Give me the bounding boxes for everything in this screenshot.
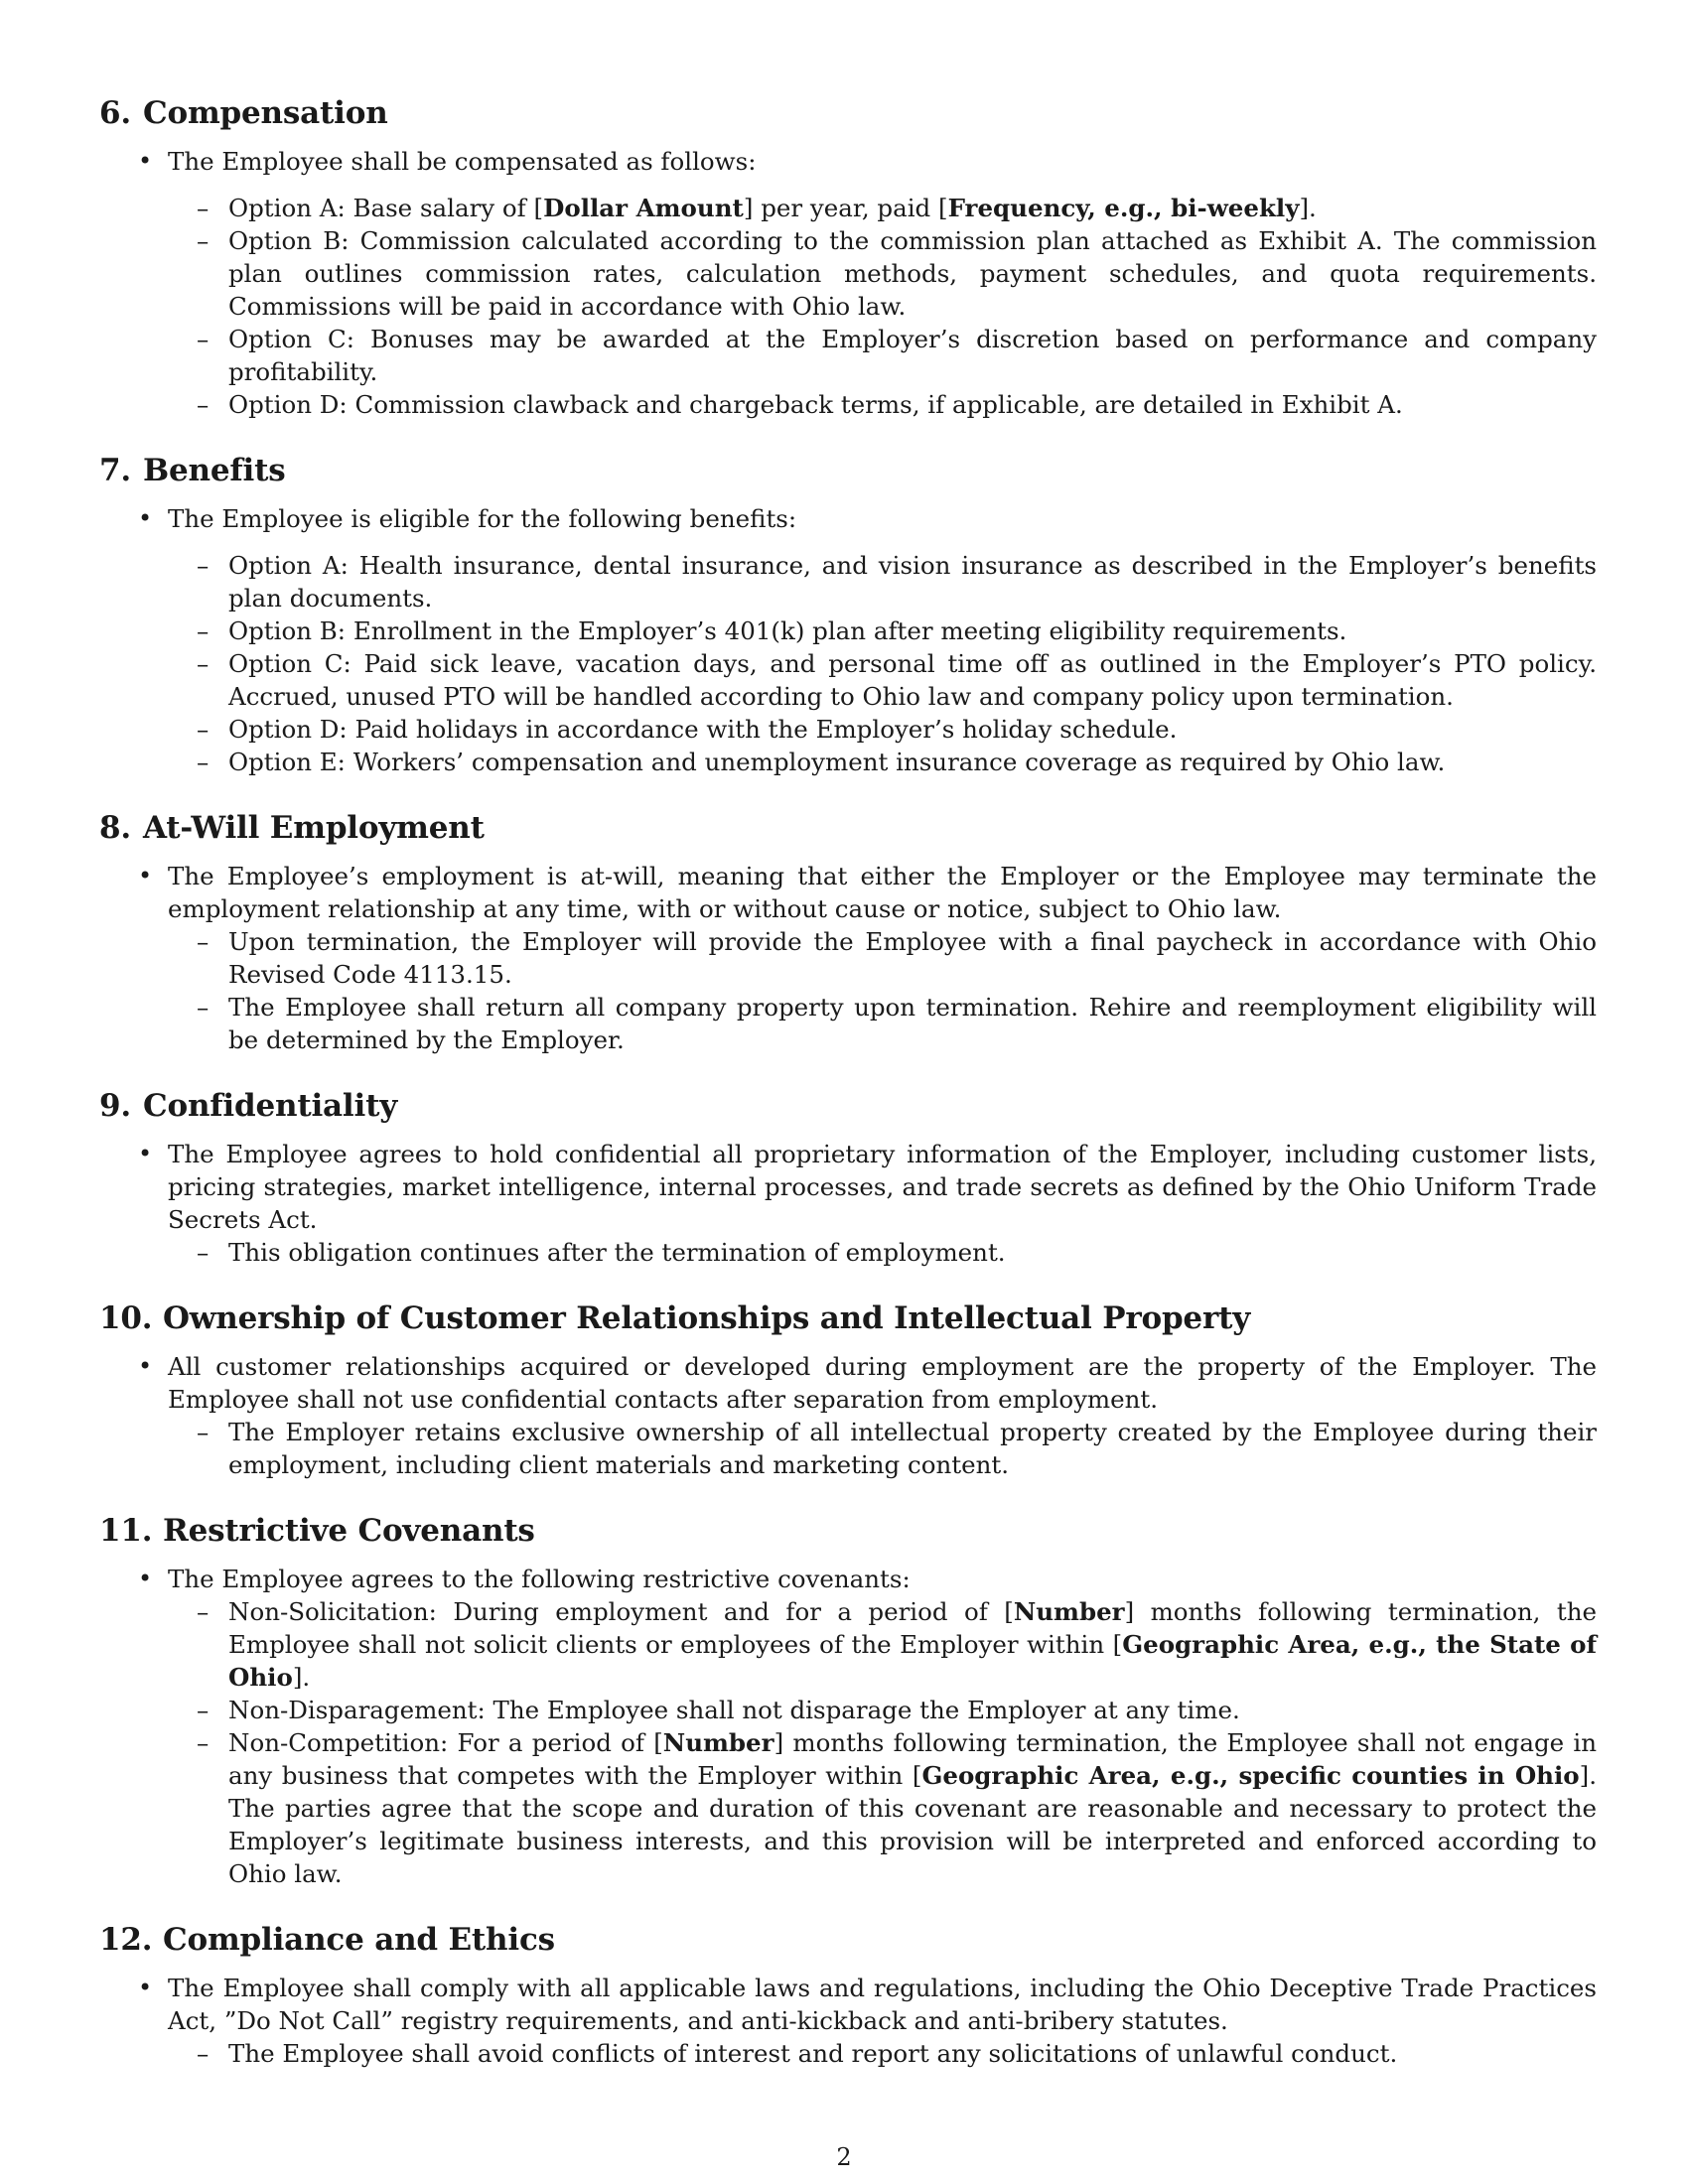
dash-icon: – bbox=[197, 226, 210, 255]
sub-item bbox=[99, 925, 1597, 991]
dash-icon: – bbox=[197, 748, 210, 776]
dash-icon: – bbox=[197, 1597, 210, 1626]
sub-item bbox=[99, 614, 1597, 647]
bullet-icon: • bbox=[138, 1352, 153, 1380]
sub-text: Option C: Bonuses may be awarded at the Employer’s discretion based on performance and company profitability. bbox=[228, 325, 1597, 386]
section-number: 12. bbox=[99, 1922, 153, 1958]
sub-item bbox=[99, 746, 1597, 778]
section-ownership bbox=[99, 1298, 1597, 1481]
sub-item bbox=[99, 388, 1597, 421]
sub-text: The Employee shall avoid conflicts of interest and report any solicitations of unlawful conduct. bbox=[228, 2039, 1398, 2068]
sub-item bbox=[99, 192, 1597, 224]
section-heading bbox=[99, 1920, 1597, 1960]
sub-text: The Employer retains exclusive ownership of all intellectual property created by the Employee during their employment, including client materials and marketing content. bbox=[228, 1418, 1597, 1479]
sub-list bbox=[99, 1416, 1597, 1481]
bullet-text: The Employee shall comply with all applicable laws and regulations, including the Ohio Deceptive Trade Practices Act, ”Do Not Call” registry requirements, and anti-kickback and anti-bribery statutes. bbox=[168, 1974, 1597, 2035]
section-title: Benefits bbox=[143, 453, 286, 488]
document-page bbox=[99, 93, 1597, 2070]
sub-list bbox=[99, 2037, 1597, 2070]
sub-item bbox=[99, 991, 1597, 1056]
bullet-icon: • bbox=[138, 504, 153, 532]
bullet-icon: • bbox=[138, 1140, 153, 1167]
section-heading bbox=[99, 1086, 1597, 1126]
sub-text: Option D: Paid holidays in accordance with the Employer’s holiday schedule. bbox=[228, 715, 1178, 744]
bullet-item bbox=[99, 502, 1597, 535]
sub-text: Option D: Commission clawback and chargeback terms, if applicable, are detailed in Exhibit A. bbox=[228, 390, 1403, 419]
sub-item bbox=[99, 1726, 1597, 1890]
dash-icon: – bbox=[197, 927, 210, 956]
bullet-text: The Employee is eligible for the following benefits: bbox=[168, 504, 797, 533]
sub-text: Non-Disparagement: The Employee shall not disparage the Employer at any time. bbox=[228, 1696, 1240, 1724]
bullet-item bbox=[99, 860, 1597, 925]
sub-text: Option C: Paid sick leave, vacation days, and personal time off as outlined in the Employer’s PTO policy. Accrued, unused PTO will be handled according to Ohio law and company policy upon termination. bbox=[228, 649, 1597, 711]
placeholder-field: Number bbox=[662, 1728, 774, 1757]
dash-icon: – bbox=[197, 1238, 210, 1267]
sub-text: Option B: Enrollment in the Employer’s 401(k) plan after meeting eligibility requirements. bbox=[228, 616, 1347, 645]
sub-text: ]. bbox=[1299, 194, 1317, 222]
section-number: 11. bbox=[99, 1513, 153, 1549]
section-compensation bbox=[99, 93, 1597, 421]
bullet-item bbox=[99, 1350, 1597, 1416]
sub-item bbox=[99, 713, 1597, 746]
dash-icon: – bbox=[197, 649, 210, 678]
sub-item bbox=[99, 1416, 1597, 1481]
dash-icon: – bbox=[197, 551, 210, 580]
bullet-item bbox=[99, 1972, 1597, 2037]
placeholder-field: Geographic Area, e.g., specific counties in Ohio bbox=[921, 1761, 1580, 1790]
sub-text: Option A: Base salary of [ bbox=[228, 194, 544, 222]
section-compliance-ethics bbox=[99, 1920, 1597, 2070]
section-title: Confidentiality bbox=[143, 1088, 398, 1124]
bullet-icon: • bbox=[138, 147, 153, 175]
section-heading bbox=[99, 451, 1597, 490]
dash-icon: – bbox=[197, 2039, 210, 2068]
sub-text: Non-Competition: For a period of [ bbox=[228, 1728, 663, 1757]
section-heading bbox=[99, 93, 1597, 133]
section-at-will-employment bbox=[99, 808, 1597, 1056]
section-title: Compliance and Ethics bbox=[163, 1922, 555, 1958]
sub-text: ] months following termination, the Employee shall not engage in any business that competes with the Employer within [ bbox=[228, 1728, 1598, 1790]
section-title: Compensation bbox=[143, 95, 388, 131]
placeholder-field: Frequency, e.g., bi-weekly bbox=[947, 194, 1300, 222]
bullet-icon: • bbox=[138, 862, 153, 889]
sub-text: ] months following termination, the Employee shall not solicit clients or employees of the Employer within [ bbox=[228, 1597, 1597, 1659]
placeholder-field: Geographic Area, e.g., the State of Ohio bbox=[228, 1630, 1598, 1692]
sub-item bbox=[99, 323, 1597, 388]
dash-icon: – bbox=[197, 1728, 210, 1757]
section-number: 7. bbox=[99, 453, 131, 488]
dash-icon: – bbox=[197, 194, 210, 222]
sub-list bbox=[99, 925, 1597, 1056]
dash-icon: – bbox=[197, 1696, 210, 1724]
bullet-text: The Employee shall be compensated as follows: bbox=[168, 147, 757, 176]
sub-text: This obligation continues after the termination of employment. bbox=[228, 1238, 1006, 1267]
section-heading bbox=[99, 1298, 1597, 1338]
section-title: At-Will Employment bbox=[143, 810, 485, 846]
placeholder-field: Dollar Amount bbox=[543, 194, 744, 222]
bullet-item bbox=[99, 1563, 1597, 1595]
bullet-icon: • bbox=[138, 1565, 153, 1592]
sub-text: Non-Solicitation: During employment and for a period of [ bbox=[228, 1597, 1014, 1626]
sub-list bbox=[99, 1236, 1597, 1269]
dash-icon: – bbox=[197, 993, 210, 1022]
sub-item bbox=[99, 549, 1597, 614]
section-benefits bbox=[99, 451, 1597, 778]
sub-text: Option A: Health insurance, dental insurance, and vision insurance as described in the Employer’s benefits plan documents. bbox=[228, 551, 1597, 613]
section-number: 8. bbox=[99, 810, 131, 846]
sub-item bbox=[99, 1595, 1597, 1694]
bullet-text: The Employee agrees to the following restrictive covenants: bbox=[168, 1565, 911, 1593]
section-number: 6. bbox=[99, 95, 131, 131]
sub-item bbox=[99, 2037, 1597, 2070]
sub-text: ] per year, paid [ bbox=[743, 194, 948, 222]
dash-icon: – bbox=[197, 390, 210, 419]
bullet-text: The Employee agrees to hold confidential all proprietary information of the Employer, including customer lists, pricing strategies, market intelligence, internal processes, and trade secrets as defined by the Ohio Uniform Trade Secrets Act. bbox=[168, 1140, 1597, 1234]
section-heading bbox=[99, 808, 1597, 848]
bullet-item bbox=[99, 145, 1597, 178]
sub-item bbox=[99, 224, 1597, 323]
dash-icon: – bbox=[197, 616, 210, 645]
section-title: Ownership of Customer Relationships and Intellectual Property bbox=[163, 1300, 1251, 1336]
section-number: 10. bbox=[99, 1300, 153, 1336]
section-title: Restrictive Covenants bbox=[163, 1513, 535, 1549]
sub-item bbox=[99, 647, 1597, 713]
sub-text: Option B: Commission calculated according to the commission plan attached as Exhibit A. The commission plan outlines commission rates, calculation methods, payment schedules, and quota requirements. Commissions will be paid in accordance with Ohio law. bbox=[228, 226, 1597, 321]
dash-icon: – bbox=[197, 715, 210, 744]
dash-icon: – bbox=[197, 1418, 210, 1446]
sub-item bbox=[99, 1694, 1597, 1726]
sub-text: Upon termination, the Employer will provide the Employee with a final paycheck in accordance with Ohio Revised Code 4113.15. bbox=[228, 927, 1597, 989]
placeholder-field: Number bbox=[1013, 1597, 1125, 1626]
bullet-text: The Employee’s employment is at-will, meaning that either the Employer or the Employee may terminate the employment relationship at any time, with or without cause or notice, subject to Ohio law. bbox=[168, 862, 1597, 923]
sub-text: The Employee shall return all company property upon termination. Rehire and reemployment eligibility will be determined by the Employer. bbox=[228, 993, 1597, 1054]
section-restrictive-covenants bbox=[99, 1511, 1597, 1890]
section-confidentiality bbox=[99, 1086, 1597, 1269]
sub-list bbox=[99, 192, 1597, 421]
section-number: 9. bbox=[99, 1088, 131, 1124]
sub-text: Option E: Workers’ compensation and unemployment insurance coverage as required by Ohio law. bbox=[228, 748, 1446, 776]
sub-text: ]. bbox=[292, 1663, 311, 1692]
sub-text: ]. The parties agree that the scope and duration of this covenant are reasonable and necessary to protect the Employer’s legitimate business interests, and this provision will be interpreted and enforced according to Ohio law. bbox=[228, 1761, 1597, 1888]
sub-item bbox=[99, 1236, 1597, 1269]
sub-list bbox=[99, 549, 1597, 778]
section-heading bbox=[99, 1511, 1597, 1551]
page-number: 2 bbox=[836, 2143, 852, 2171]
bullet-icon: • bbox=[138, 1974, 153, 2001]
bullet-item bbox=[99, 1138, 1597, 1236]
bullet-text: All customer relationships acquired or developed during employment are the property of the Employer. The Employee shall not use confidential contacts after separation from employment. bbox=[168, 1352, 1597, 1414]
sub-list bbox=[99, 1595, 1597, 1890]
dash-icon: – bbox=[197, 325, 210, 353]
